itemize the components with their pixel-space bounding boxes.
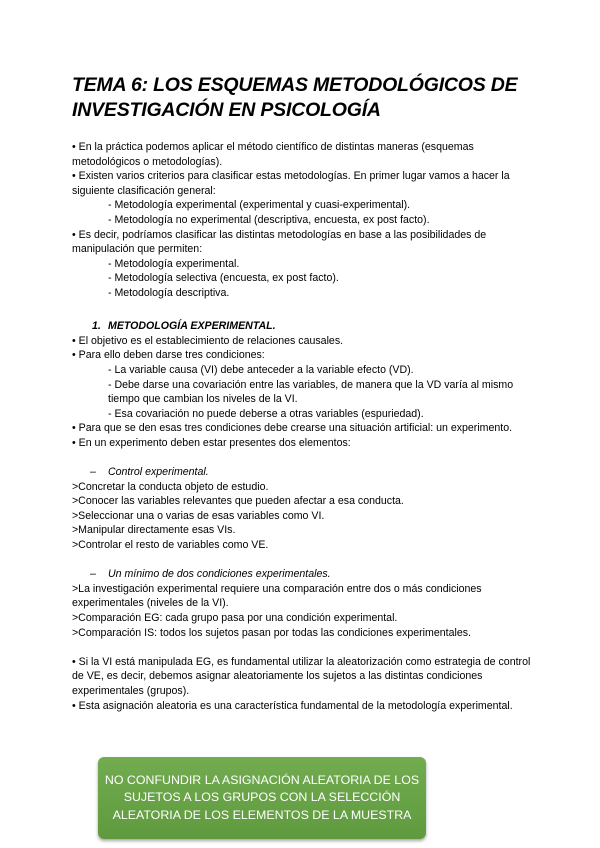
list-item: - La variable causa (VI) debe anteceder a la variable efecto (VD). xyxy=(108,363,414,376)
paragraph: • El objetivo es el establecimiento de relaciones causales. xyxy=(72,334,344,347)
list-item: >Manipular directamente esas VIs. xyxy=(72,524,236,537)
list-item: - Esa covariación no puede deberse a otras variables (espuriedad). xyxy=(108,407,424,420)
subsection-heading xyxy=(72,567,532,582)
callout-text: NO CONFUNDIR LA ASIGNACIÓN ALEATORIA DE LOS SUJETOS A LOS GRUPOS CON LA SELECCIÓN ALEATORIA DE LOS ELEMENTOS DE LA MUESTRA xyxy=(104,772,420,822)
paragraph: • En la práctica podemos aplicar el método científico de distintas maneras (esquemas metodológicos o metodologías). xyxy=(72,141,474,168)
dash-bullet: – xyxy=(90,568,96,581)
section-title: METODOLOGÍA EXPERIMENTAL. xyxy=(108,320,276,333)
paragraph: • Existen varios criterios para clasificar estas metodologías. En primer lugar vamos a hacer la siguiente clasificación general: xyxy=(72,170,510,197)
paragraph: • En un experimento deben estar presentes dos elementos: xyxy=(72,436,351,449)
list-item: >Comparación IS: todos los sujetos pasan por todas las condiciones experimentales. xyxy=(72,626,471,639)
list-item: >Comparación EG: cada grupo pasa por una condición experimental. xyxy=(72,612,398,624)
subsection-heading xyxy=(72,465,532,480)
paragraph: • Esta asignación aleatoria es una característica fundamental de la metodología experimental. xyxy=(72,699,513,712)
list-item: >La investigación experimental requiere una comparación entre dos o más condiciones experimentales (niveles de la VI). xyxy=(72,582,482,610)
page-title: TEMA 6: LOS ESQUEMAS METODOLÓGICOS DE INVESTIGACIÓN EN PSICOLOGÍA xyxy=(72,74,518,121)
section-number: 1. xyxy=(92,320,101,333)
list-item: >Controlar el resto de variables como VE. xyxy=(72,539,269,552)
list-item: >Conocer las variables relevantes que pueden afectar a esa conducta. xyxy=(72,495,404,508)
list-item: - Metodología experimental (experimental y cuasi-experimental). xyxy=(108,199,411,212)
subsection-title: Un mínimo de dos condiciones experimentales. xyxy=(108,568,331,581)
paragraph: • Para ello deben darse tres condiciones: xyxy=(72,349,265,362)
paragraph: • Para que se den esas tres condiciones debe crearse una situación artificial: un experimento. xyxy=(72,422,513,435)
list-item: - Metodología selectiva (encuesta, ex post facto). xyxy=(108,272,339,285)
section-heading xyxy=(72,319,532,334)
list-item: - Metodología no experimental (descriptiva, encuesta, ex post facto). xyxy=(108,213,430,226)
callout-box xyxy=(98,757,426,839)
paragraph: • Es decir, podríamos clasificar las distintas metodologías en base a las posibilidades de manipulación que permiten: xyxy=(72,228,487,256)
list-item: - Metodología descriptiva. xyxy=(108,286,230,299)
subsection-title: Control experimental. xyxy=(108,466,209,479)
document-body xyxy=(72,140,532,713)
list-item: - Debe darse una covariación entre las variables, de manera que la VD varía al mismo tiempo que cambian los niveles de la VI. xyxy=(108,378,514,406)
list-item: >Seleccionar una o varias de esas variables como VI. xyxy=(72,509,325,522)
list-item: - Metodología experimental. xyxy=(108,257,240,270)
dash-bullet: – xyxy=(90,466,96,479)
paragraph: • Si la VI está manipulada EG, es fundamental utilizar la aleatorización como estrategia de control de VE, es decir, debemos asignar aleatoriamente los sujetos a las distintas condiciones experimentales (grupos). xyxy=(72,655,531,697)
list-item: >Concretar la conducta objeto de estudio. xyxy=(72,480,269,493)
